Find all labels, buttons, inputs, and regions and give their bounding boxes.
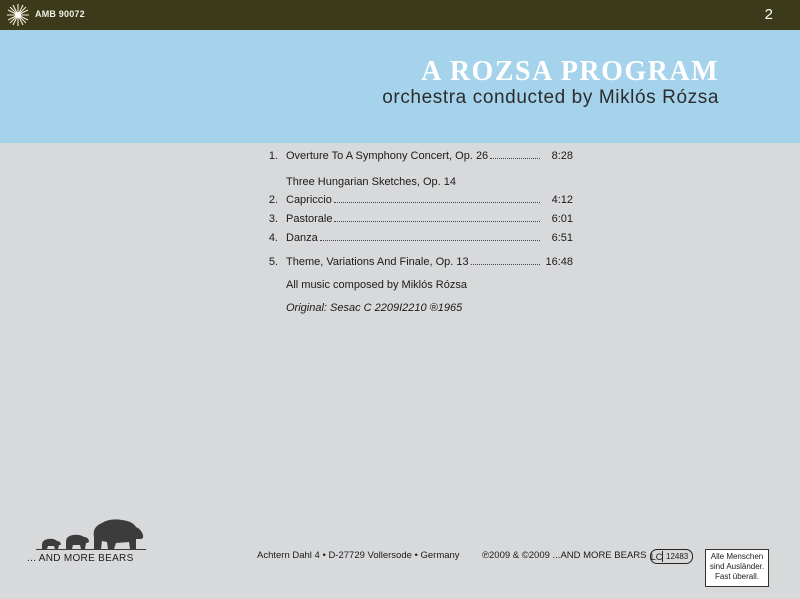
- track-number: 5.: [268, 256, 278, 268]
- track-duration: 6:51: [551, 232, 573, 244]
- bears-logo-icon: [36, 515, 146, 551]
- page-number: 2: [764, 6, 773, 23]
- stamp-line: Alle Menschen: [710, 552, 764, 561]
- track-title: Pastorale: [286, 213, 333, 225]
- dot-leader: [334, 202, 540, 203]
- track-duration: 8:28: [551, 150, 573, 162]
- label-code: 12483: [666, 552, 689, 561]
- track-number: 1.: [268, 150, 278, 162]
- track-title: Danza: [286, 232, 318, 244]
- composer-credit: All music composed by Miklós Rózsa: [286, 279, 467, 291]
- dot-leader: [320, 240, 540, 241]
- title-banner: [0, 30, 800, 143]
- track-row: [262, 256, 573, 270]
- track-row: [262, 232, 573, 246]
- album-title: A ROZSA PROGRAM: [421, 56, 719, 87]
- slogan-stamp: [705, 549, 769, 587]
- track-row: [262, 194, 573, 208]
- track-number: 3.: [268, 213, 278, 225]
- track-title: Theme, Variations And Finale, Op. 13: [286, 256, 469, 268]
- copyright-notice: ℗2009 & ©2009 ...AND MORE BEARS: [482, 550, 647, 561]
- stamp-line: Fast überall.: [714, 572, 760, 581]
- album-subtitle: orchestra conducted by Miklós Rózsa: [382, 87, 719, 108]
- track-duration: 4:12: [551, 194, 573, 206]
- label-code-prefix: LC: [650, 551, 663, 562]
- top-bar: [0, 0, 800, 30]
- starburst-icon: [6, 3, 30, 27]
- track-number: 4.: [268, 232, 278, 244]
- dot-leader: [490, 158, 540, 159]
- original-credit: Original: Sesac C 2209I2210 ®1965: [286, 302, 463, 314]
- label-name: ... AND MORE BEARS: [27, 553, 134, 564]
- track-number: 2.: [268, 194, 278, 206]
- track-duration: 6:01: [551, 213, 573, 225]
- label-address: Achtern Dahl 4 • D-27729 Vollersode • Germany: [257, 550, 460, 561]
- label-code-badge: [650, 549, 693, 564]
- dot-leader: [334, 221, 540, 222]
- track-row: [262, 150, 573, 164]
- track-title: Overture To A Symphony Concert, Op. 26: [286, 150, 489, 162]
- track-duration: 16:48: [545, 256, 573, 268]
- track-row: [262, 213, 573, 227]
- stamp-line: sind Ausländer.: [709, 562, 765, 571]
- track-title: Capriccio: [286, 194, 332, 206]
- group-title: Three Hungarian Sketches, Op. 14: [286, 176, 456, 188]
- dot-leader: [471, 264, 540, 265]
- catalog-number: AMB 90072: [35, 9, 85, 19]
